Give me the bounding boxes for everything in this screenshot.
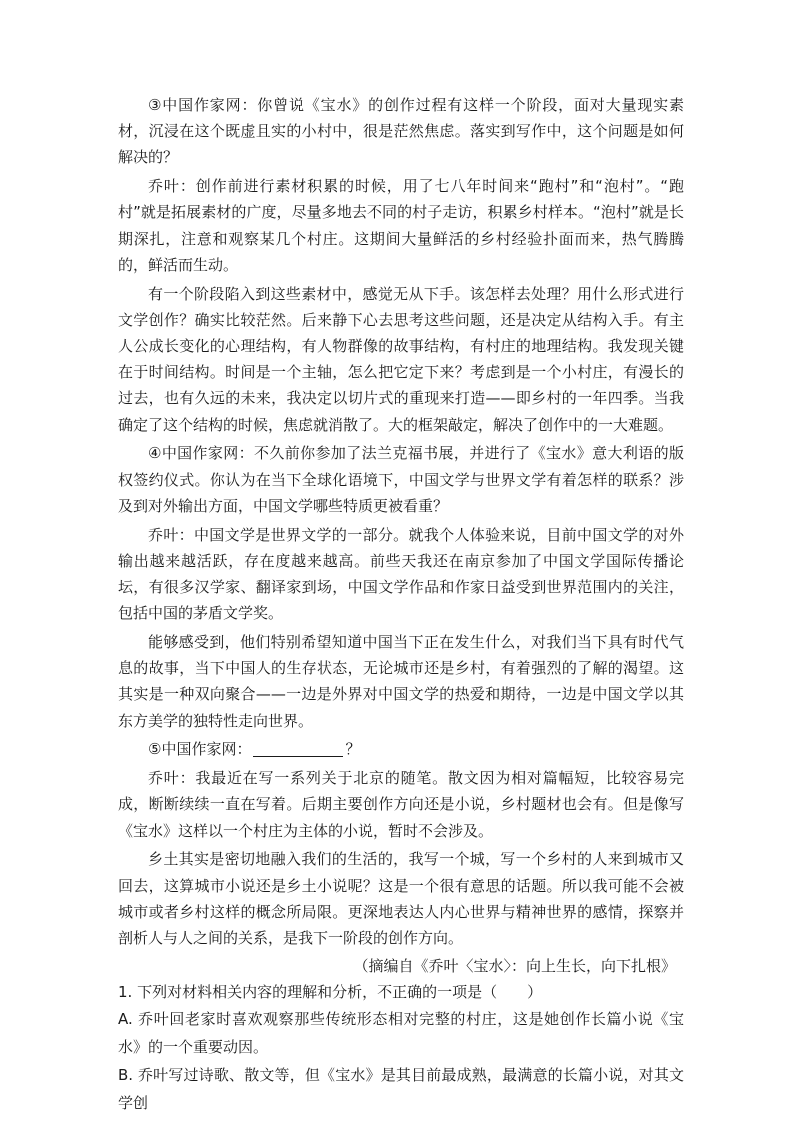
fill-in-blank <box>253 740 343 757</box>
q5-suffix: ？ <box>345 740 361 759</box>
option-b: B. 乔叶写过诗歌、散文等，但《宝水》是其目前最成熟，最满意的长篇小说，对其文学创 <box>118 1066 684 1113</box>
q5-prefix: ⑤中国作家网： <box>148 740 252 759</box>
paragraph-q5 <box>118 736 684 762</box>
paragraph-answer-4b: 能够感受到，他们特别希望知道中国当下正在发生什么，对我们当下具有时代气息的故事，当下中国人的生存状态，无论城市还是乡村，有着强烈的了解的渴望。这其实是一种双向聚合——一边是外界对中国文学的热爱和期待，一边是中国文学以其东方美学的独特性走向世界。 <box>118 633 684 730</box>
paragraph-q3: ③中国作家网：你曾说《宝水》的创作过程有这样一个阶段，面对大量现实素材，沉浸在这个既虚且实的小村中，很是茫然焦虑。落实到写作中，这个问题是如何解决的？ <box>118 96 684 167</box>
paragraph-answer-5b: 乡土其实是密切地融入我们的生活的，我写一个城，写一个乡村的人来到城市又回去，这算城市小说还是乡土小说呢？这是一个很有意思的话题。所以我可能不会被城市或者乡村这样的概念所局限。更深地表达人内心世界与精神世界的感情，探察并剖析人与人之间的关系，是我下一阶段的创作方向。 <box>118 850 684 948</box>
document-page <box>118 92 684 1117</box>
paragraph-answer-3b: 有一个阶段陷入到这些素材中，感觉无从下手。该怎样去处理？用什么形式进行文学创作？确实比较茫然。后来静下心去思考这些问题，还是决定从结构入手。有主人公成长变化的心理结构，有人物群像的故事结构，有村庄的地理结构。我发现关键在于时间结构。时间是一个主轴，怎么把它定下来？考虑到是一个小村庄，有漫长的过去，也有久远的未来，我决定以切片式的重现来打造——即乡村的一年四季。当我确定了这个结构的时候，焦虑就消散了。大的框架敲定，解决了创作中的一大难题。 <box>118 284 684 434</box>
option-a: A. 乔叶回老家时喜欢观察那些传统形态相对完整的村庄，这是她创作长篇小说《宝水》的一个重要动因。 <box>118 1010 684 1057</box>
paragraph-answer-4a: 乔叶：中国文学是世界文学的一部分。就我个人体验来说，目前中国文学的对外输出越来越活跃，存在度越来越高。前些天我还在南京参加了中国文学国际传播论坛，有很多汉学家、翻译家到场，中国文学作品和作家日益受到世界范围内的关注，包括中国的茅盾文学奖。 <box>118 525 684 623</box>
paragraph-q4: ④中国作家网：不久前你参加了法兰克福书展，并进行了《宝水》意大利语的版权签约仪式。你认为在当下全球化语境下，中国文学与世界文学有着怎样的联系？涉及到对外输出方面，中国文学哪些特质更被看重？ <box>118 444 684 515</box>
paragraph-answer-5a: 乔叶：我最近在写一系列关于北京的随笔。散文因为相对篇幅短，比较容易完成，断断续续一直在写着。后期主要创作方向还是小说，乡村题材也会有。但是像写《宝水》这样以一个村庄为主体的小说，暂时不会涉及。 <box>118 769 684 840</box>
question-1: 1. 下列对材料相关内容的理解和分析，不正确的一项是（ ） <box>118 983 543 1002</box>
source-citation: （摘编自《乔叶〈宝水〉：向上生长，向下扎根》 <box>353 957 676 976</box>
paragraph-answer-3a: 乔叶：创作前进行素材积累的时候，用了七八年时间来“跑村”和“泡村”。“跑村”就是拓展素材的广度，尽量多地去不同的村子走访，积累乡村样本。“泡村”就是长期深扎，注意和观察某几个村庄。这期间大量鲜活的乡村经验扑面而来，热气腾腾的，鲜活而生动。 <box>118 177 684 274</box>
